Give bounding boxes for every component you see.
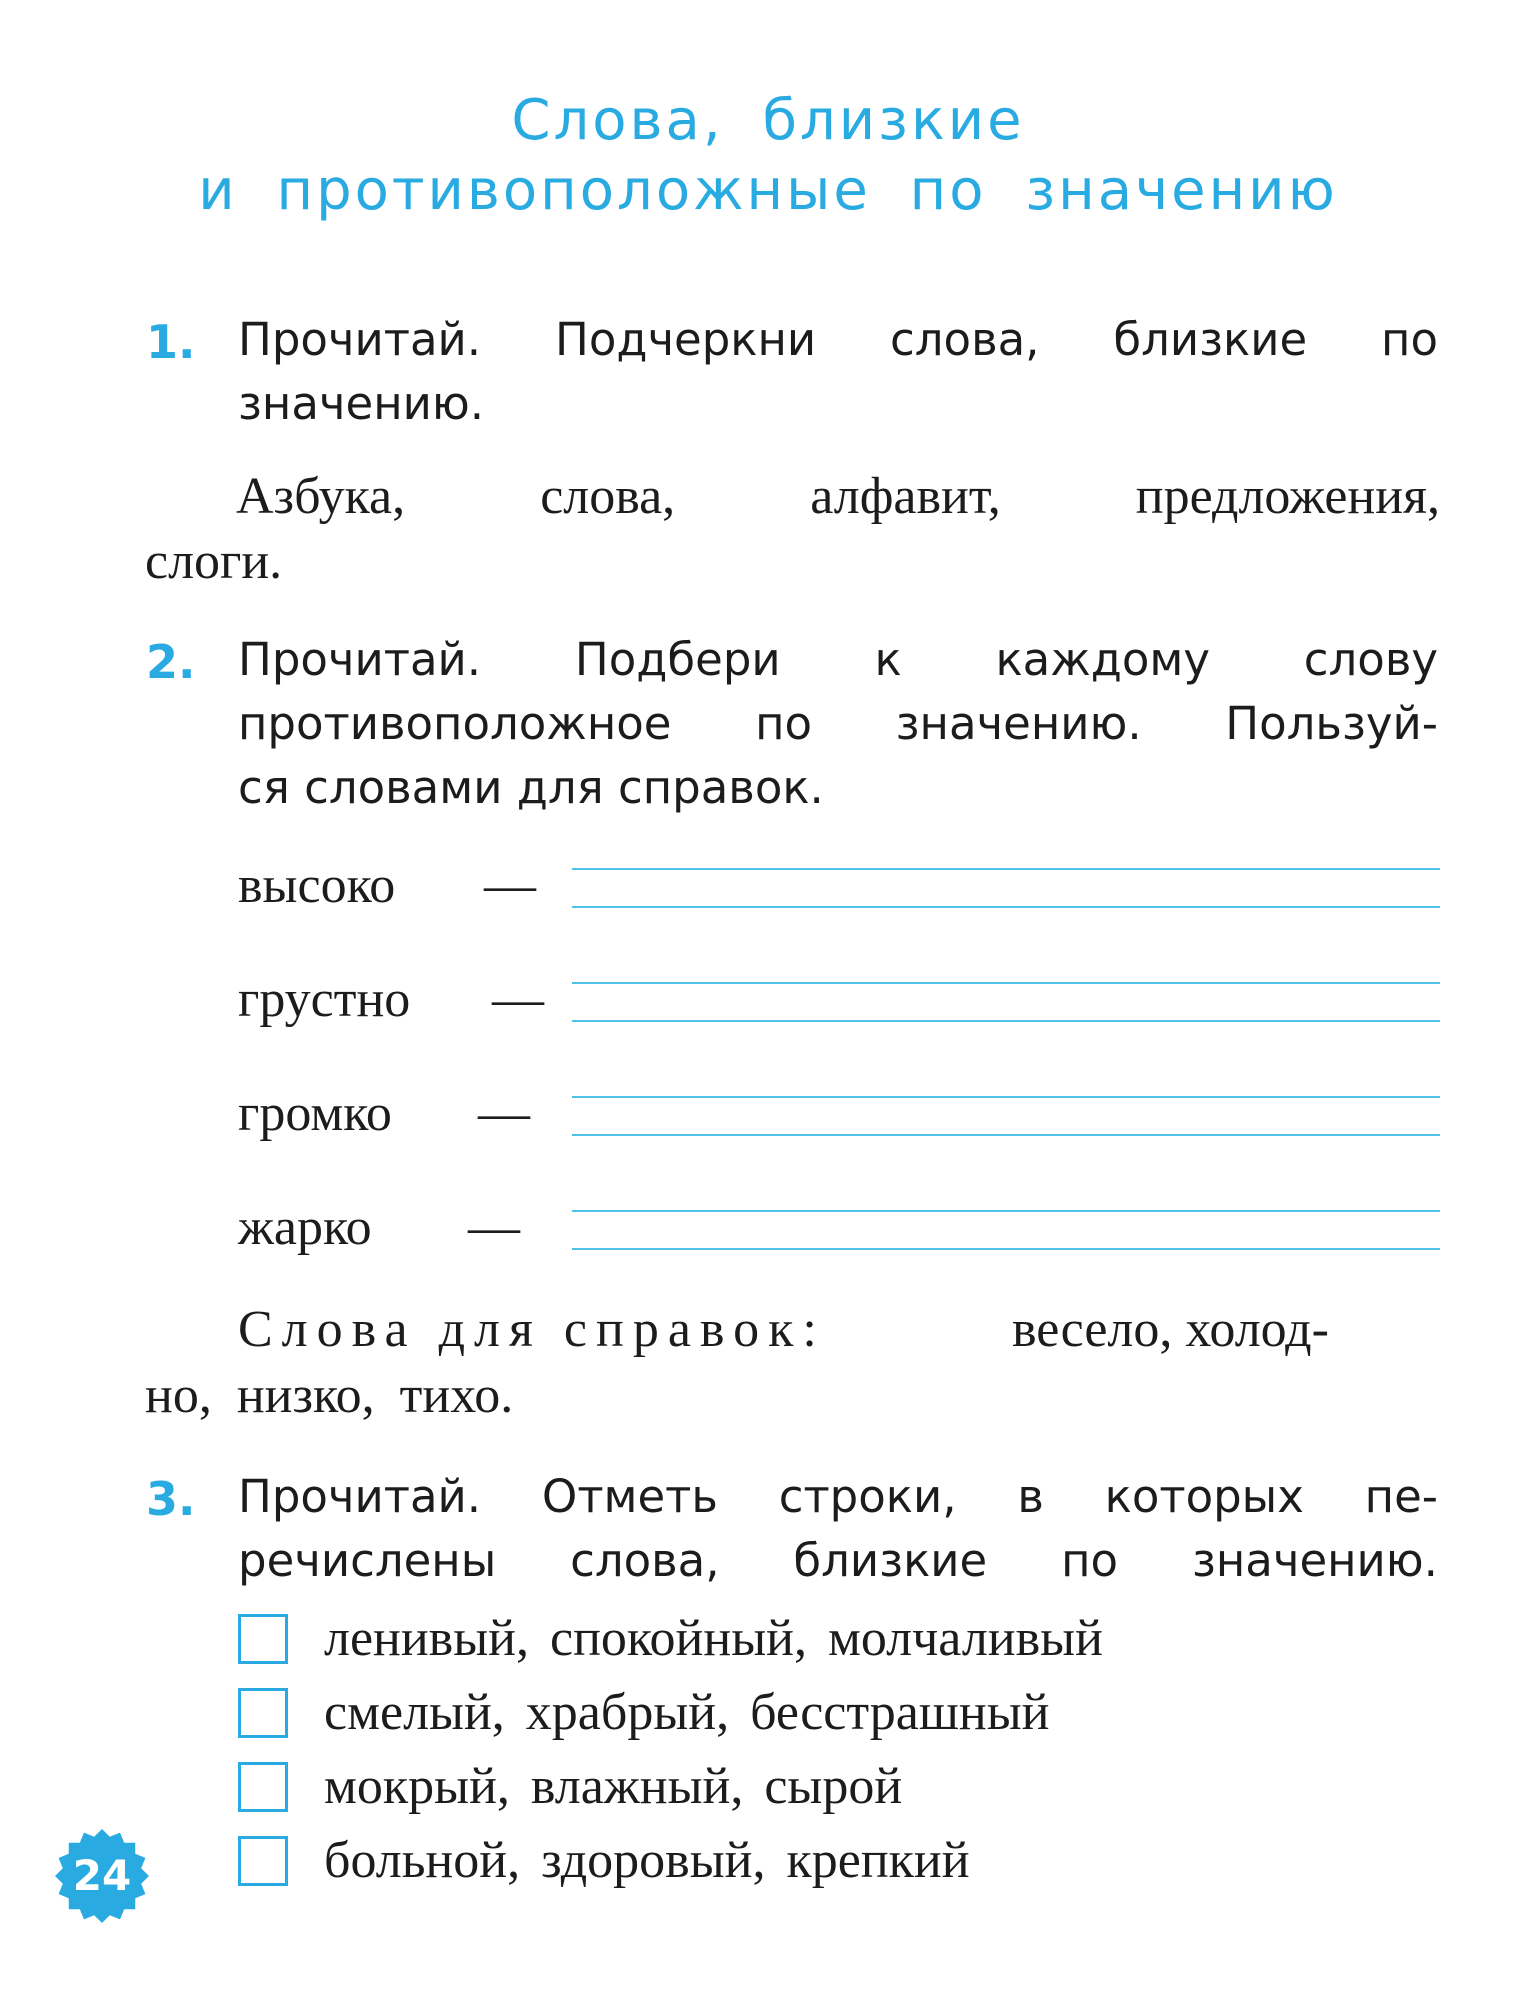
- option-label: мокрый, влажный, сырой: [324, 1758, 903, 1815]
- answer-dash: —: [492, 971, 544, 1028]
- option-label: смелый, храбрый, бесстрашный: [324, 1684, 1050, 1741]
- answer-dash: —: [468, 1199, 520, 1256]
- reference-label: Слова для справок:: [238, 1301, 826, 1358]
- page-title-line-1: Слова, близкие: [511, 88, 1025, 153]
- answer-line[interactable]: [572, 868, 1440, 870]
- answer-word: грустно: [238, 971, 411, 1028]
- answer-dash: —: [484, 857, 536, 914]
- reference-words: но, низко, тихо.: [145, 1367, 514, 1424]
- exercise-instruction: значению.: [238, 377, 485, 430]
- answer-line[interactable]: [572, 1134, 1440, 1136]
- option-label: ленивый, спокойный, молчаливый: [324, 1610, 1103, 1667]
- answer-word: высоко: [238, 857, 396, 914]
- answer-word: громко: [238, 1085, 392, 1142]
- answer-dash: —: [478, 1085, 530, 1142]
- option-checkbox[interactable]: [238, 1614, 288, 1664]
- option-checkbox[interactable]: [238, 1688, 288, 1738]
- option-checkbox[interactable]: [238, 1762, 288, 1812]
- exercise-instruction: ся словами для справок.: [238, 761, 824, 814]
- exercise-text: слоги.: [145, 533, 283, 590]
- exercise-number: 3.: [146, 1472, 196, 1526]
- exercise-instruction: Прочитай. Подчеркни слова, близкие по: [238, 313, 1438, 366]
- answer-line[interactable]: [572, 1210, 1440, 1212]
- answer-line[interactable]: [572, 982, 1440, 984]
- reference-words: весело, холод-: [1012, 1301, 1329, 1358]
- page-title-line-2: и противоположные по значению: [198, 158, 1338, 223]
- option-label: больной, здоровый, крепкий: [324, 1832, 970, 1889]
- exercise-instruction: Прочитай. Отметь строки, в которых пе-: [238, 1470, 1438, 1523]
- answer-line[interactable]: [572, 1248, 1440, 1250]
- exercise-text: Азбука, слова, алфавит, предложения,: [236, 468, 1440, 525]
- answer-line[interactable]: [572, 906, 1440, 908]
- page-number: 24: [72, 1851, 132, 1900]
- exercise-instruction: Прочитай. Подбери к каждому слову: [238, 633, 1438, 686]
- exercise-instruction: речислены слова, близкие по значению.: [238, 1534, 1438, 1587]
- answer-line[interactable]: [572, 1020, 1440, 1022]
- exercise-number: 1.: [146, 315, 196, 369]
- answer-line[interactable]: [572, 1096, 1440, 1098]
- exercise-instruction: противоположное по значению. Пользуй-: [238, 697, 1438, 750]
- option-checkbox[interactable]: [238, 1836, 288, 1886]
- answer-word: жарко: [238, 1199, 372, 1256]
- exercise-number: 2.: [146, 635, 196, 689]
